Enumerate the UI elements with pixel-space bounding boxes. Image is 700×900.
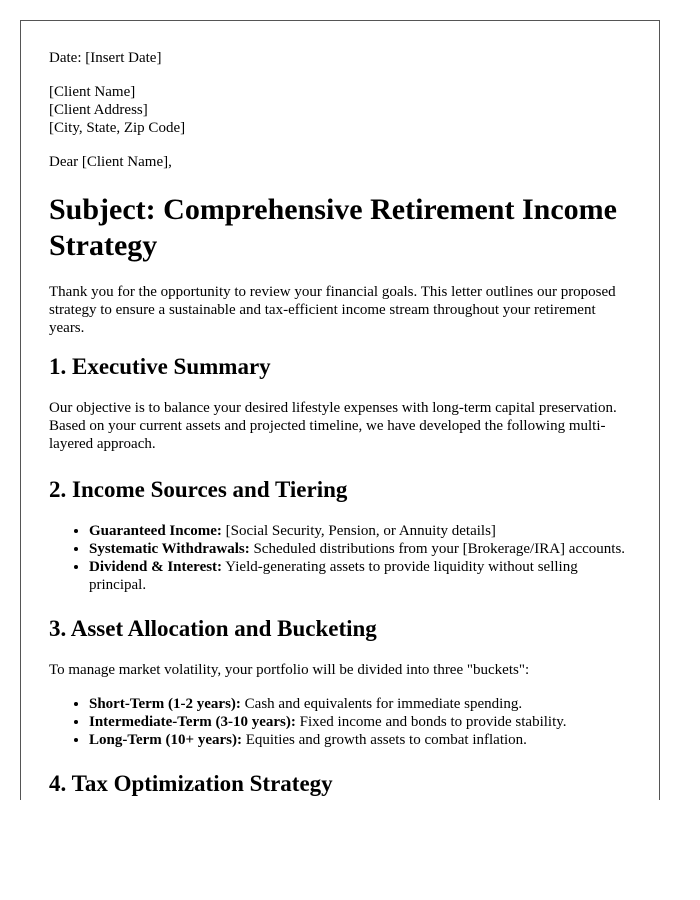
list-item <box>89 713 633 731</box>
list-item-text: Cash and equivalents for immediate spending. <box>240 696 523 712</box>
list-item-text: Equities and growth assets to combat inflation. <box>241 732 527 748</box>
asset-allocation-text: To manage market volatility, your portfolio will be divided into three "buckets": <box>49 662 530 678</box>
subject-heading: Subject: Comprehensive Retirement Income Strategy <box>49 193 617 262</box>
section-heading-income-sources: 2. Income Sources and Tiering <box>49 477 348 502</box>
date-line: Date: [Insert Date] <box>49 50 162 66</box>
list-item <box>89 731 633 749</box>
intro-paragraph: Thank you for the opportunity to review your financial goals. This letter outlines our proposed strategy to ensure a sustainable and tax-efficient income stream throughout your retirement years. <box>49 284 616 336</box>
asset-buckets-list <box>49 695 633 749</box>
letter-page <box>20 20 660 800</box>
letter-content <box>49 49 633 798</box>
list-item-label: Systematic Withdrawals: <box>89 541 250 557</box>
list-item-text: [Social Security, Pension, or Annuity details] <box>221 523 496 539</box>
list-item-text: Scheduled distributions from your [Brokerage/IRA] accounts. <box>249 541 626 557</box>
list-item-text: Yield-generating assets to provide liquidity without selling principal. <box>89 559 578 593</box>
client-name: [Client Name] <box>49 84 136 100</box>
section-heading-executive-summary: 1. Executive Summary <box>49 354 271 379</box>
list-item-label: Dividend & Interest: <box>89 559 223 575</box>
income-sources-list <box>49 522 633 594</box>
salutation: Dear [Client Name], <box>49 154 172 170</box>
list-item <box>89 695 633 713</box>
client-city-state-zip: [City, State, Zip Code] <box>49 120 186 136</box>
list-item <box>89 522 633 540</box>
section-heading-asset-allocation: 3. Asset Allocation and Bucketing <box>49 616 377 641</box>
list-item-label: Short-Term (1-2 years): <box>89 696 241 712</box>
list-item-label: Long-Term (10+ years): <box>89 732 242 748</box>
section-heading-tax-optimization: 4. Tax Optimization Strategy <box>49 771 333 796</box>
executive-summary-text: Our objective is to balance your desired lifestyle expenses with long-term capital preservation. Based on your current assets and projected timeline, we have developed the following multi-layered approach. <box>49 400 617 452</box>
list-item-label: Guaranteed Income: <box>89 523 222 539</box>
list-item <box>89 558 633 594</box>
list-item-label: Intermediate-Term (3-10 years): <box>89 714 296 730</box>
list-item <box>89 540 633 558</box>
client-address-block <box>49 83 633 137</box>
list-item-text: Fixed income and bonds to provide stability. <box>295 714 567 730</box>
client-address: [Client Address] <box>49 102 148 118</box>
